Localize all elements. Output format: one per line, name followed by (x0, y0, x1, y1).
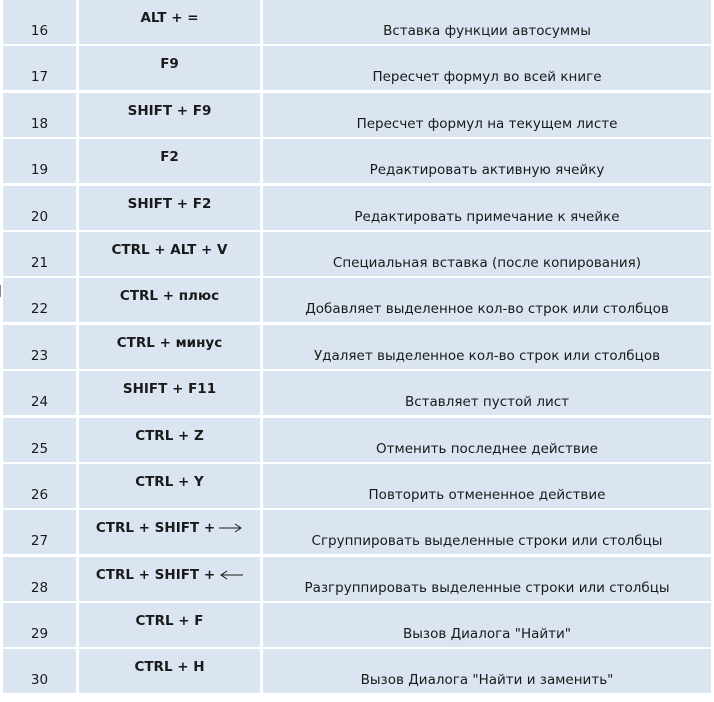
shortcut-cell (79, 510, 260, 554)
description-text: Вызов Диалога "Найти и заменить" (360, 672, 614, 689)
row-number-cell (3, 93, 76, 137)
row-number-cell (3, 139, 76, 183)
shortcut-keys-text: CTRL + H (134, 659, 205, 676)
arrow-right-icon (219, 523, 243, 533)
description-cell (263, 371, 711, 415)
row-number: 24 (30, 394, 49, 411)
shortcut-keys (79, 103, 260, 119)
shortcut-cell (79, 371, 260, 415)
shortcut-keys-text: CTRL + плюс (119, 288, 220, 305)
shortcut-keys (79, 428, 260, 444)
shortcut-keys-text: F2 (160, 149, 179, 166)
shortcut-cell (79, 278, 260, 322)
description-cell (263, 603, 711, 647)
description-cell (263, 325, 711, 369)
row-number: 22 (30, 301, 49, 318)
table-row (3, 139, 711, 183)
row-number: 28 (30, 579, 49, 596)
row-number-cell (3, 186, 76, 230)
description-text: Вставляет пустой лист (404, 394, 570, 411)
row-number-cell (3, 557, 76, 601)
row-number: 26 (30, 486, 49, 503)
table-row (3, 557, 711, 601)
description-text: Специальная вставка (после копирования) (332, 254, 642, 271)
table-row (3, 649, 711, 693)
shortcut-keys-text: SHIFT + F9 (127, 102, 212, 119)
shortcut-keys-text: CTRL + F (135, 613, 204, 630)
row-number-cell (3, 510, 76, 554)
table-row (3, 325, 711, 369)
shortcut-keys-text: CTRL + Z (135, 427, 204, 444)
description-cell (263, 278, 711, 322)
description-text: Вставка функции автосуммы (383, 23, 591, 39)
row-number: 27 (30, 533, 49, 550)
shortcut-keys-text: SHIFT + F11 (122, 381, 217, 398)
shortcut-keys-text: CTRL + SHIFT + (95, 566, 216, 583)
description-cell (263, 232, 711, 276)
description-text: Повторить отмененное действие (368, 486, 606, 503)
row-number-cell (3, 649, 76, 693)
row-number-cell (3, 278, 76, 322)
shortcut-cell (79, 603, 260, 647)
row-number: 20 (30, 208, 49, 225)
table-row (3, 0, 711, 44)
row-number: 29 (30, 626, 49, 643)
table-row (3, 371, 711, 415)
shortcut-cell (79, 46, 260, 90)
shortcut-cell (79, 186, 260, 230)
table-row (3, 232, 711, 276)
table-row (3, 464, 711, 508)
shortcut-cell (79, 649, 260, 693)
shortcut-cell (79, 0, 260, 44)
table-row (3, 46, 711, 90)
shortcut-keys (79, 10, 260, 26)
shortcut-keys (79, 288, 260, 304)
shortcut-keys-text: CTRL + SHIFT + (95, 520, 216, 537)
row-number: 18 (30, 115, 49, 132)
row-number-cell (3, 46, 76, 90)
row-number-cell (3, 0, 76, 44)
description-text: Вызов Диалога "Найти" (403, 626, 571, 643)
shortcut-keys (79, 381, 260, 397)
row-number-cell (3, 464, 76, 508)
shortcut-keys (79, 520, 260, 536)
arrow-left-icon (219, 570, 243, 580)
shortcut-keys-text: SHIFT + F2 (127, 195, 212, 212)
shortcut-keys (79, 567, 260, 583)
description-cell (263, 186, 711, 230)
row-number: 25 (30, 440, 49, 457)
shortcut-keys-text: F9 (160, 56, 179, 73)
row-number-cell (3, 232, 76, 276)
shortcut-keys-text: CTRL + ALT + V (111, 241, 228, 258)
row-number-cell (3, 418, 76, 462)
description-cell (263, 0, 711, 44)
shortcut-keys (79, 659, 260, 675)
shortcut-cell (79, 325, 260, 369)
shortcut-cell (79, 232, 260, 276)
row-number-cell (3, 603, 76, 647)
shortcut-table (3, 0, 711, 696)
description-text: Добавляет выделенное кол-во строк или столбцов (305, 301, 669, 318)
description-cell (263, 557, 711, 601)
description-text: Отменить последнее действие (376, 440, 598, 457)
row-number: 19 (30, 162, 49, 179)
row-number: 17 (30, 69, 49, 86)
table-row (3, 418, 711, 462)
description-cell (263, 139, 711, 183)
description-cell (263, 464, 711, 508)
row-number: 16 (30, 23, 49, 39)
shortcut-keys (79, 56, 260, 72)
description-cell (263, 510, 711, 554)
description-cell (263, 93, 711, 137)
description-text: Редактировать активную ячейку (369, 162, 605, 179)
description-text: Пересчет формул на текущем листе (356, 115, 618, 132)
row-number-cell (3, 371, 76, 415)
shortcut-cell (79, 139, 260, 183)
table-row (3, 93, 711, 137)
shortcut-keys-text: CTRL + Y (135, 473, 204, 490)
description-cell (263, 418, 711, 462)
table-row (3, 278, 711, 322)
row-number: 23 (30, 347, 49, 364)
edge-mark (0, 285, 1, 297)
description-cell (263, 649, 711, 693)
row-number-cell (3, 325, 76, 369)
shortcut-keys (79, 335, 260, 351)
table-row (3, 510, 711, 554)
shortcut-cell (79, 557, 260, 601)
table-row (3, 603, 711, 647)
shortcut-keys (79, 149, 260, 165)
description-text: Редактировать примечание к ячейке (354, 208, 620, 225)
shortcut-cell (79, 93, 260, 137)
description-text: Сгруппировать выделенные строки или столбцы (311, 533, 663, 550)
shortcut-keys (79, 242, 260, 258)
description-text: Удаляет выделенное кол-во строк или столбцов (313, 347, 661, 364)
shortcut-cell (79, 418, 260, 462)
shortcut-keys (79, 196, 260, 212)
description-text: Пересчет формул во всей книге (372, 69, 602, 86)
row-number: 21 (30, 254, 49, 271)
row-number: 30 (30, 672, 49, 689)
shortcut-keys (79, 474, 260, 490)
description-cell (263, 46, 711, 90)
shortcut-keys (79, 613, 260, 629)
description-text: Разгруппировать выделенные строки или столбцы (304, 579, 670, 596)
table-row (3, 186, 711, 230)
shortcut-keys-text: CTRL + минус (116, 334, 223, 351)
shortcut-keys-text: ALT + = (140, 10, 199, 26)
shortcut-cell (79, 464, 260, 508)
